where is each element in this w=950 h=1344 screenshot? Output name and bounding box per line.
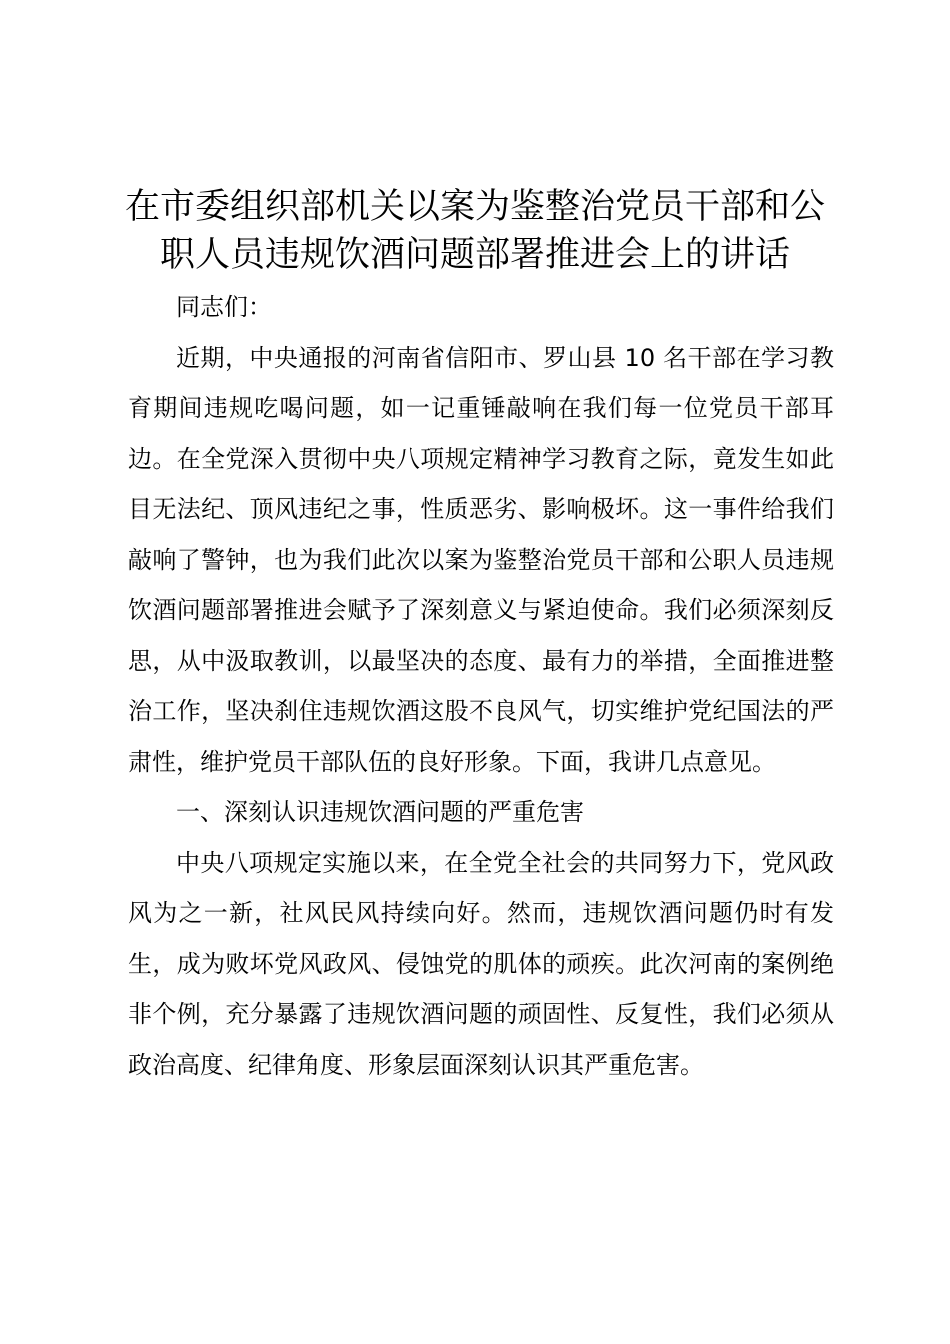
document-body xyxy=(128,282,834,1090)
paragraph-section-1: 中央八项规定实施以来，在全党全社会的共同努力下，党风政风为之一新，社风民风持续向好。然而，违规饮酒问题仍时有发生，成为败坏党风政风、侵蚀党的肌体的顽疾。此次河南的案例绝非个例，充分暴露了违规饮酒问题的顽固性、反复性，我们必须从政治高度、纪律角度、形象层面深刻认识其严重危害。 xyxy=(128,848,834,1079)
title-line-2: 职人员违规饮酒问题部署推进会上的讲话 xyxy=(159,235,790,275)
salutation: 同志们： xyxy=(176,293,272,321)
title-line-1: 在市委组织部机关以案为鉴整治党员干部和公 xyxy=(124,187,825,227)
paragraph-intro: 近期，中央通报的河南省信阳市、罗山县 10 名干部在学习教育期间违规吃喝问题，如一记重锤敲响在我们每一位党员干部耳边。在全党深入贯彻中央八项规定精神学习教育之际，竟发生如此目无法纪、顶风违纪之事，性质恶劣、影响极坏。这一事件给我们敲响了警钟，也为我们此次以案为鉴整治党员干部和公职人员违规饮酒问题部署推进会赋予了深刻意义与紧迫使命。我们必须深刻反思，从中汲取教训，以最坚决的态度、最有力的举措，全面推进整治工作，坚决刹住违规饮酒这股不良风气，切实维护党纪国法的严肃性，维护党员干部队伍的良好形象。下面，我讲几点意见。 xyxy=(128,343,834,776)
section-heading-1: 一、深刻认识违规饮酒问题的严重危害 xyxy=(176,798,584,826)
document-title xyxy=(120,183,830,279)
